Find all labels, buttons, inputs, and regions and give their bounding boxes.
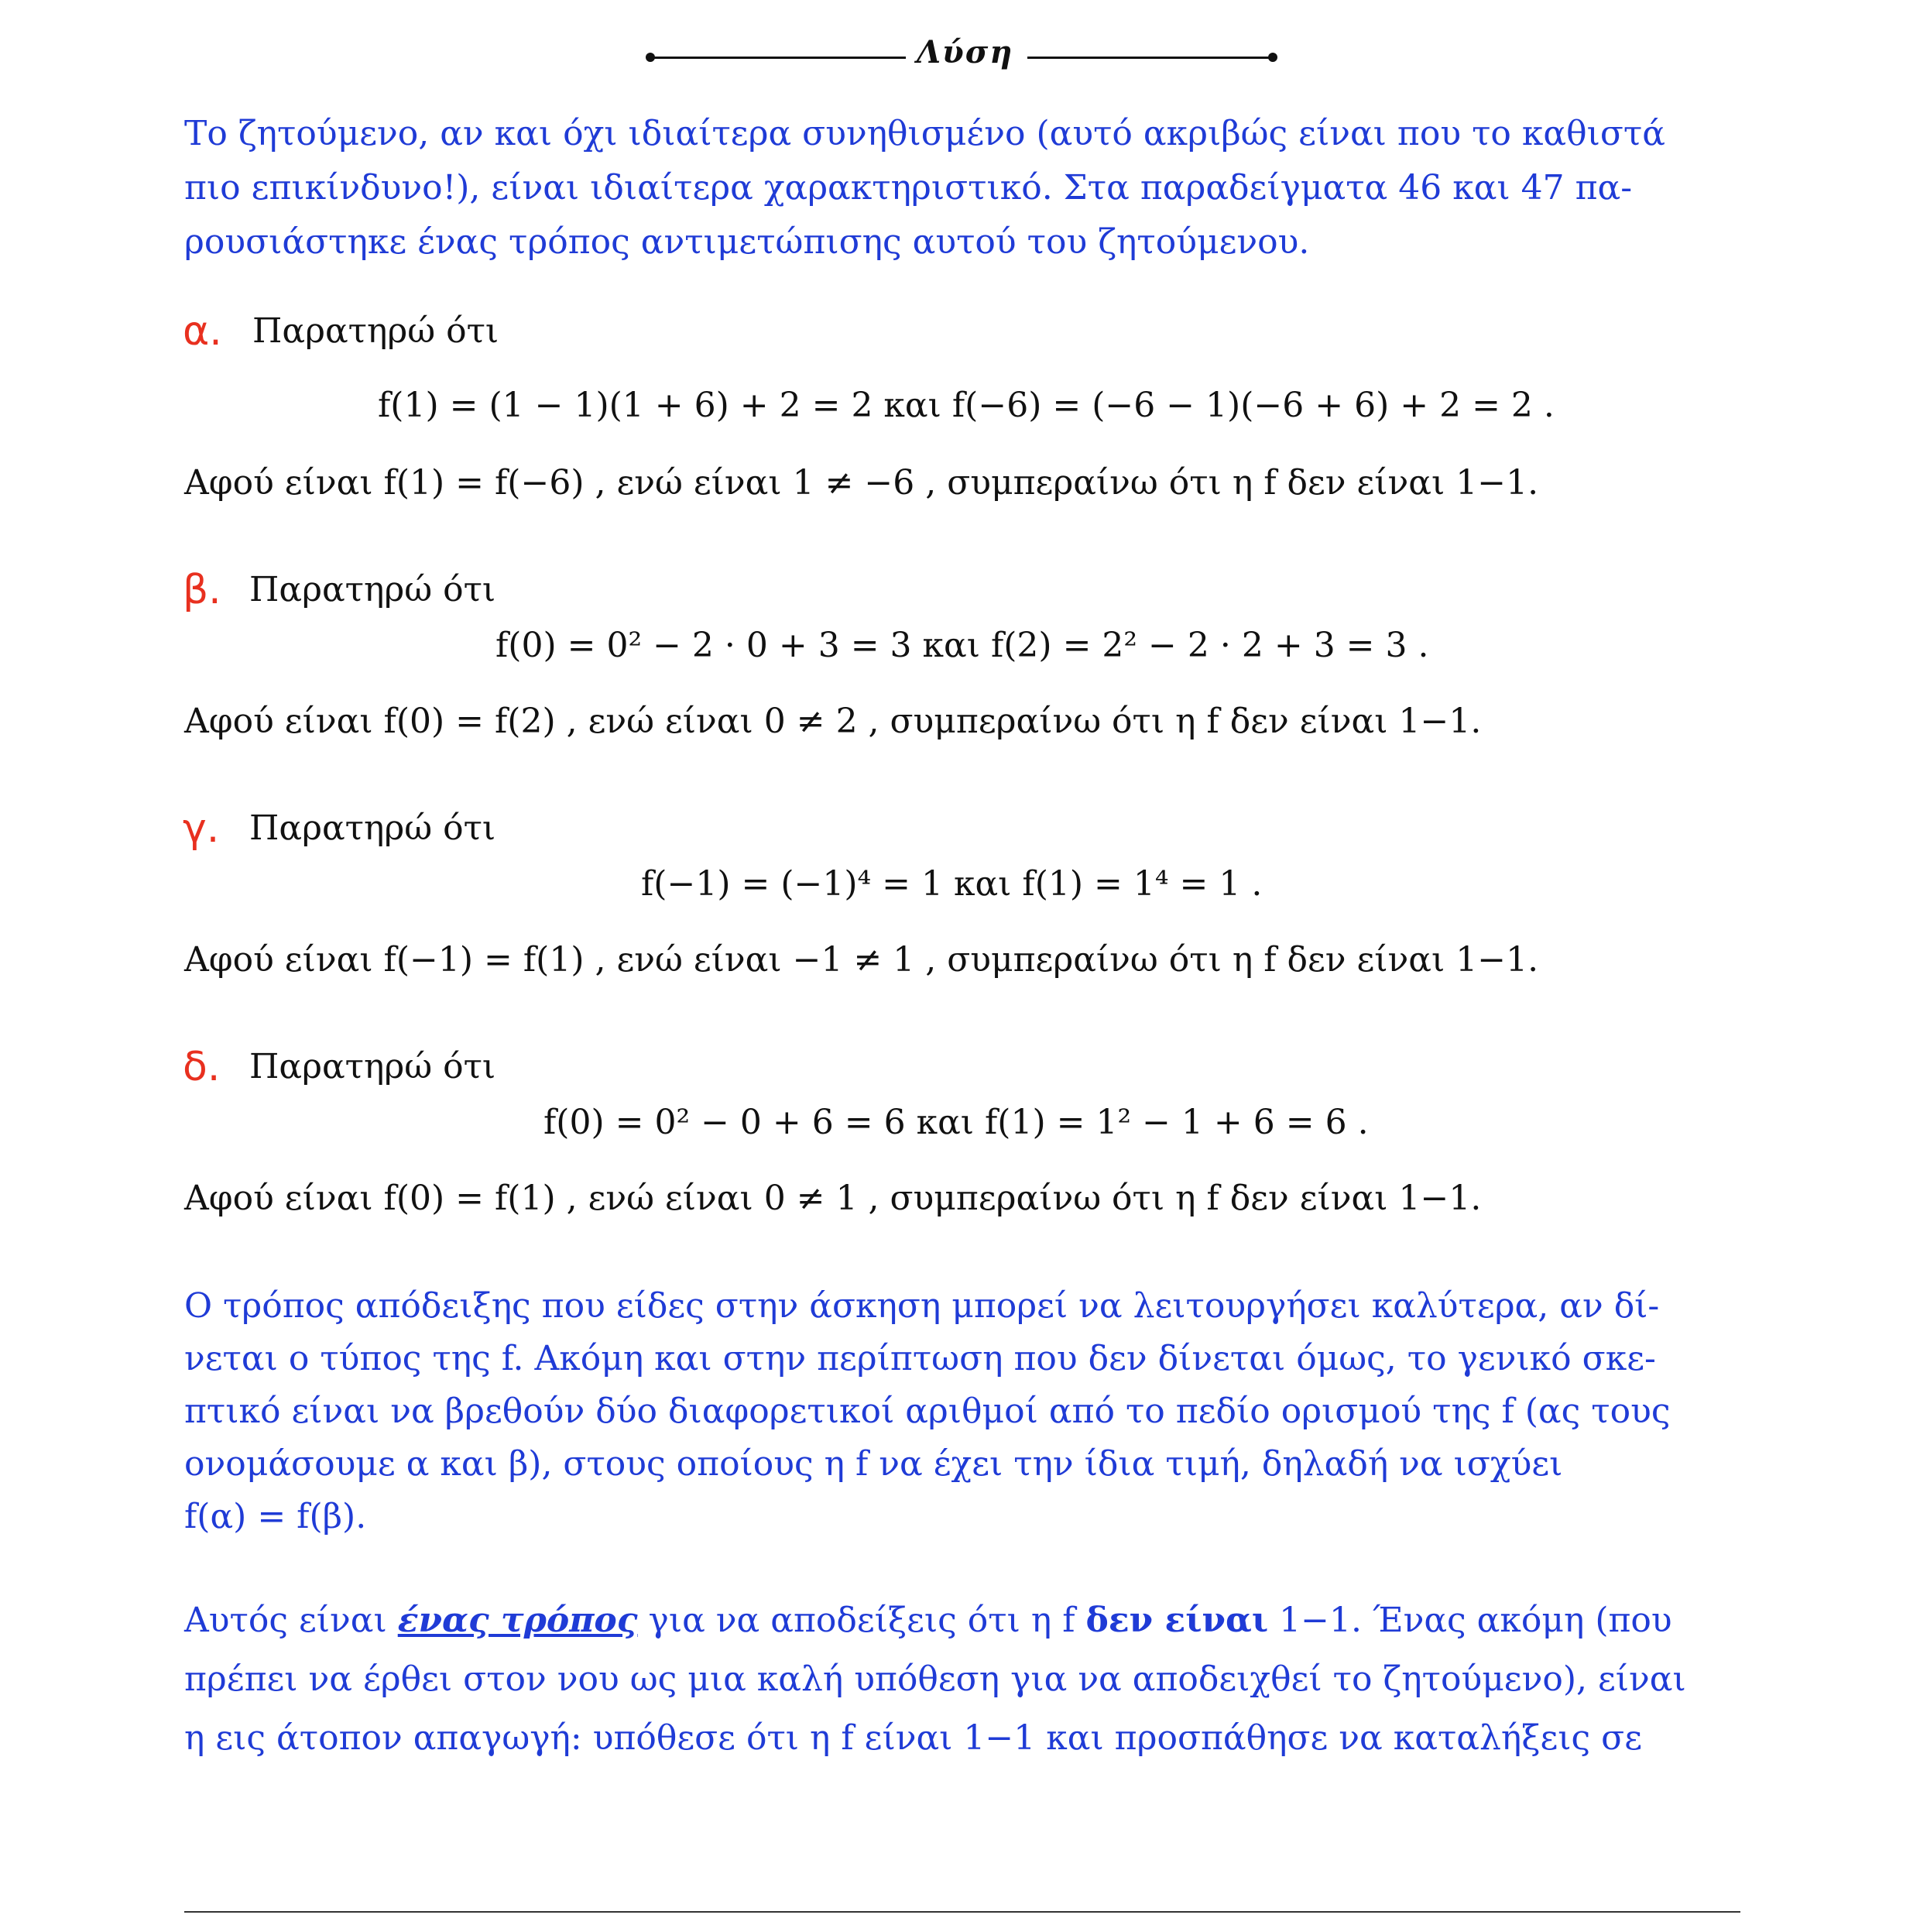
part-letter: δ. (183, 1044, 221, 1090)
part-equation: f(1) = (1 − 1)(1 + 6) + 2 = 2 και f(−6) = (−6 − 1)(−6 + 6) + 2 = 2 . (378, 386, 1555, 425)
closing-line: πρέπει να έρθει στον νου ως μια καλή υπόθεση για να αποδειχθεί το ζητούμενο), είναι (184, 1659, 1686, 1699)
header-dot-right (1268, 53, 1277, 62)
method-line: Ο τρόπος απόδειξης που είδες στην άσκηση μπορεί να λειτουργήσει καλύτερα, αν δί- (184, 1286, 1660, 1326)
part-conclusion: Αφού είναι f(0) = f(1) , ενώ είναι 0 ≠ 1 , συμπεραίνω ότι η f δεν είναι 1−1. (184, 1179, 1482, 1218)
emphasis-not: δεν είναι (1085, 1601, 1269, 1640)
solution-title: Λύση (917, 34, 1014, 70)
method-line: νεται ο τύπος της f. Ακόμη και στην περίπτωση που δεν δίνεται όμως, το γενικό σκε- (184, 1339, 1656, 1378)
part-letter: γ. (183, 805, 220, 852)
part-lead: Παρατηρώ ότι (249, 570, 496, 609)
intro-line: πιο επικίνδυνο!), είναι ιδιαίτερα χαρακτηριστικό. Στα παραδείγματα 46 και 47 πα- (184, 168, 1633, 208)
method-line: πτικό είναι να βρεθούν δύο διαφορετικοί αριθμοί από το πεδίο ορισμού της f (ας τους (184, 1392, 1671, 1431)
part-letter: β. (183, 567, 221, 613)
intro-line: ρουσιάστηκε ένας τρόπος αντιμετώπισης αυτού του ζητούμενου. (184, 222, 1310, 262)
closing-line: η εις άτοπον απαγωγή: υπόθεσε ότι η f είναι 1−1 και προσπάθησε να καταλήξεις σε (184, 1718, 1642, 1758)
part-conclusion: Αφού είναι f(1) = f(−6) , ενώ είναι 1 ≠ −6 , συμπεραίνω ότι η f δεν είναι 1−1. (184, 463, 1539, 503)
header-rule-left (650, 57, 906, 59)
closing-text: 1−1. Ένας ακόμη (που (1268, 1601, 1672, 1640)
part-lead: Παρατηρώ ότι (249, 808, 496, 848)
method-line: ονομάσουμε α και β), στους οποίους η f να έχει την ίδια τιμή, δηλαδή να ισχύει (184, 1444, 1563, 1484)
footer-rule (184, 1911, 1740, 1913)
part-letter: α. (183, 308, 222, 355)
intro-line: Το ζητούμενο, αν και όχι ιδιαίτερα συνηθισμένο (αυτό ακριβώς είναι που το καθιστά (184, 114, 1665, 153)
header-rule-right (1027, 57, 1271, 59)
part-conclusion: Αφού είναι f(0) = f(2) , ενώ είναι 0 ≠ 2 , συμπεραίνω ότι η f δεν είναι 1−1. (184, 702, 1482, 741)
part-conclusion: Αφού είναι f(−1) = f(1) , ενώ είναι −1 ≠ 1 , συμπεραίνω ότι η f δεν είναι 1−1. (184, 940, 1539, 980)
part-equation: f(−1) = (−1)⁴ = 1 και f(1) = 1⁴ = 1 . (641, 864, 1263, 904)
closing-text: για να αποδείξεις ότι η f (637, 1601, 1086, 1640)
closing-text: Αυτός είναι (184, 1601, 398, 1640)
part-lead: Παρατηρώ ότι (249, 1047, 496, 1086)
part-lead: Παρατηρώ ότι (252, 311, 499, 351)
method-line: f(α) = f(β). (184, 1497, 367, 1536)
part-equation: f(0) = 0² − 0 + 6 = 6 και f(1) = 1² − 1 + 6 = 6 . (543, 1103, 1369, 1142)
closing-line (184, 1594, 1672, 1648)
solution-header (644, 34, 1279, 81)
part-equation: f(0) = 0² − 2 · 0 + 3 = 3 και f(2) = 2² − 2 · 2 + 3 = 3 . (495, 626, 1429, 665)
emphasis-one-way: ένας τρόπος (397, 1601, 638, 1640)
